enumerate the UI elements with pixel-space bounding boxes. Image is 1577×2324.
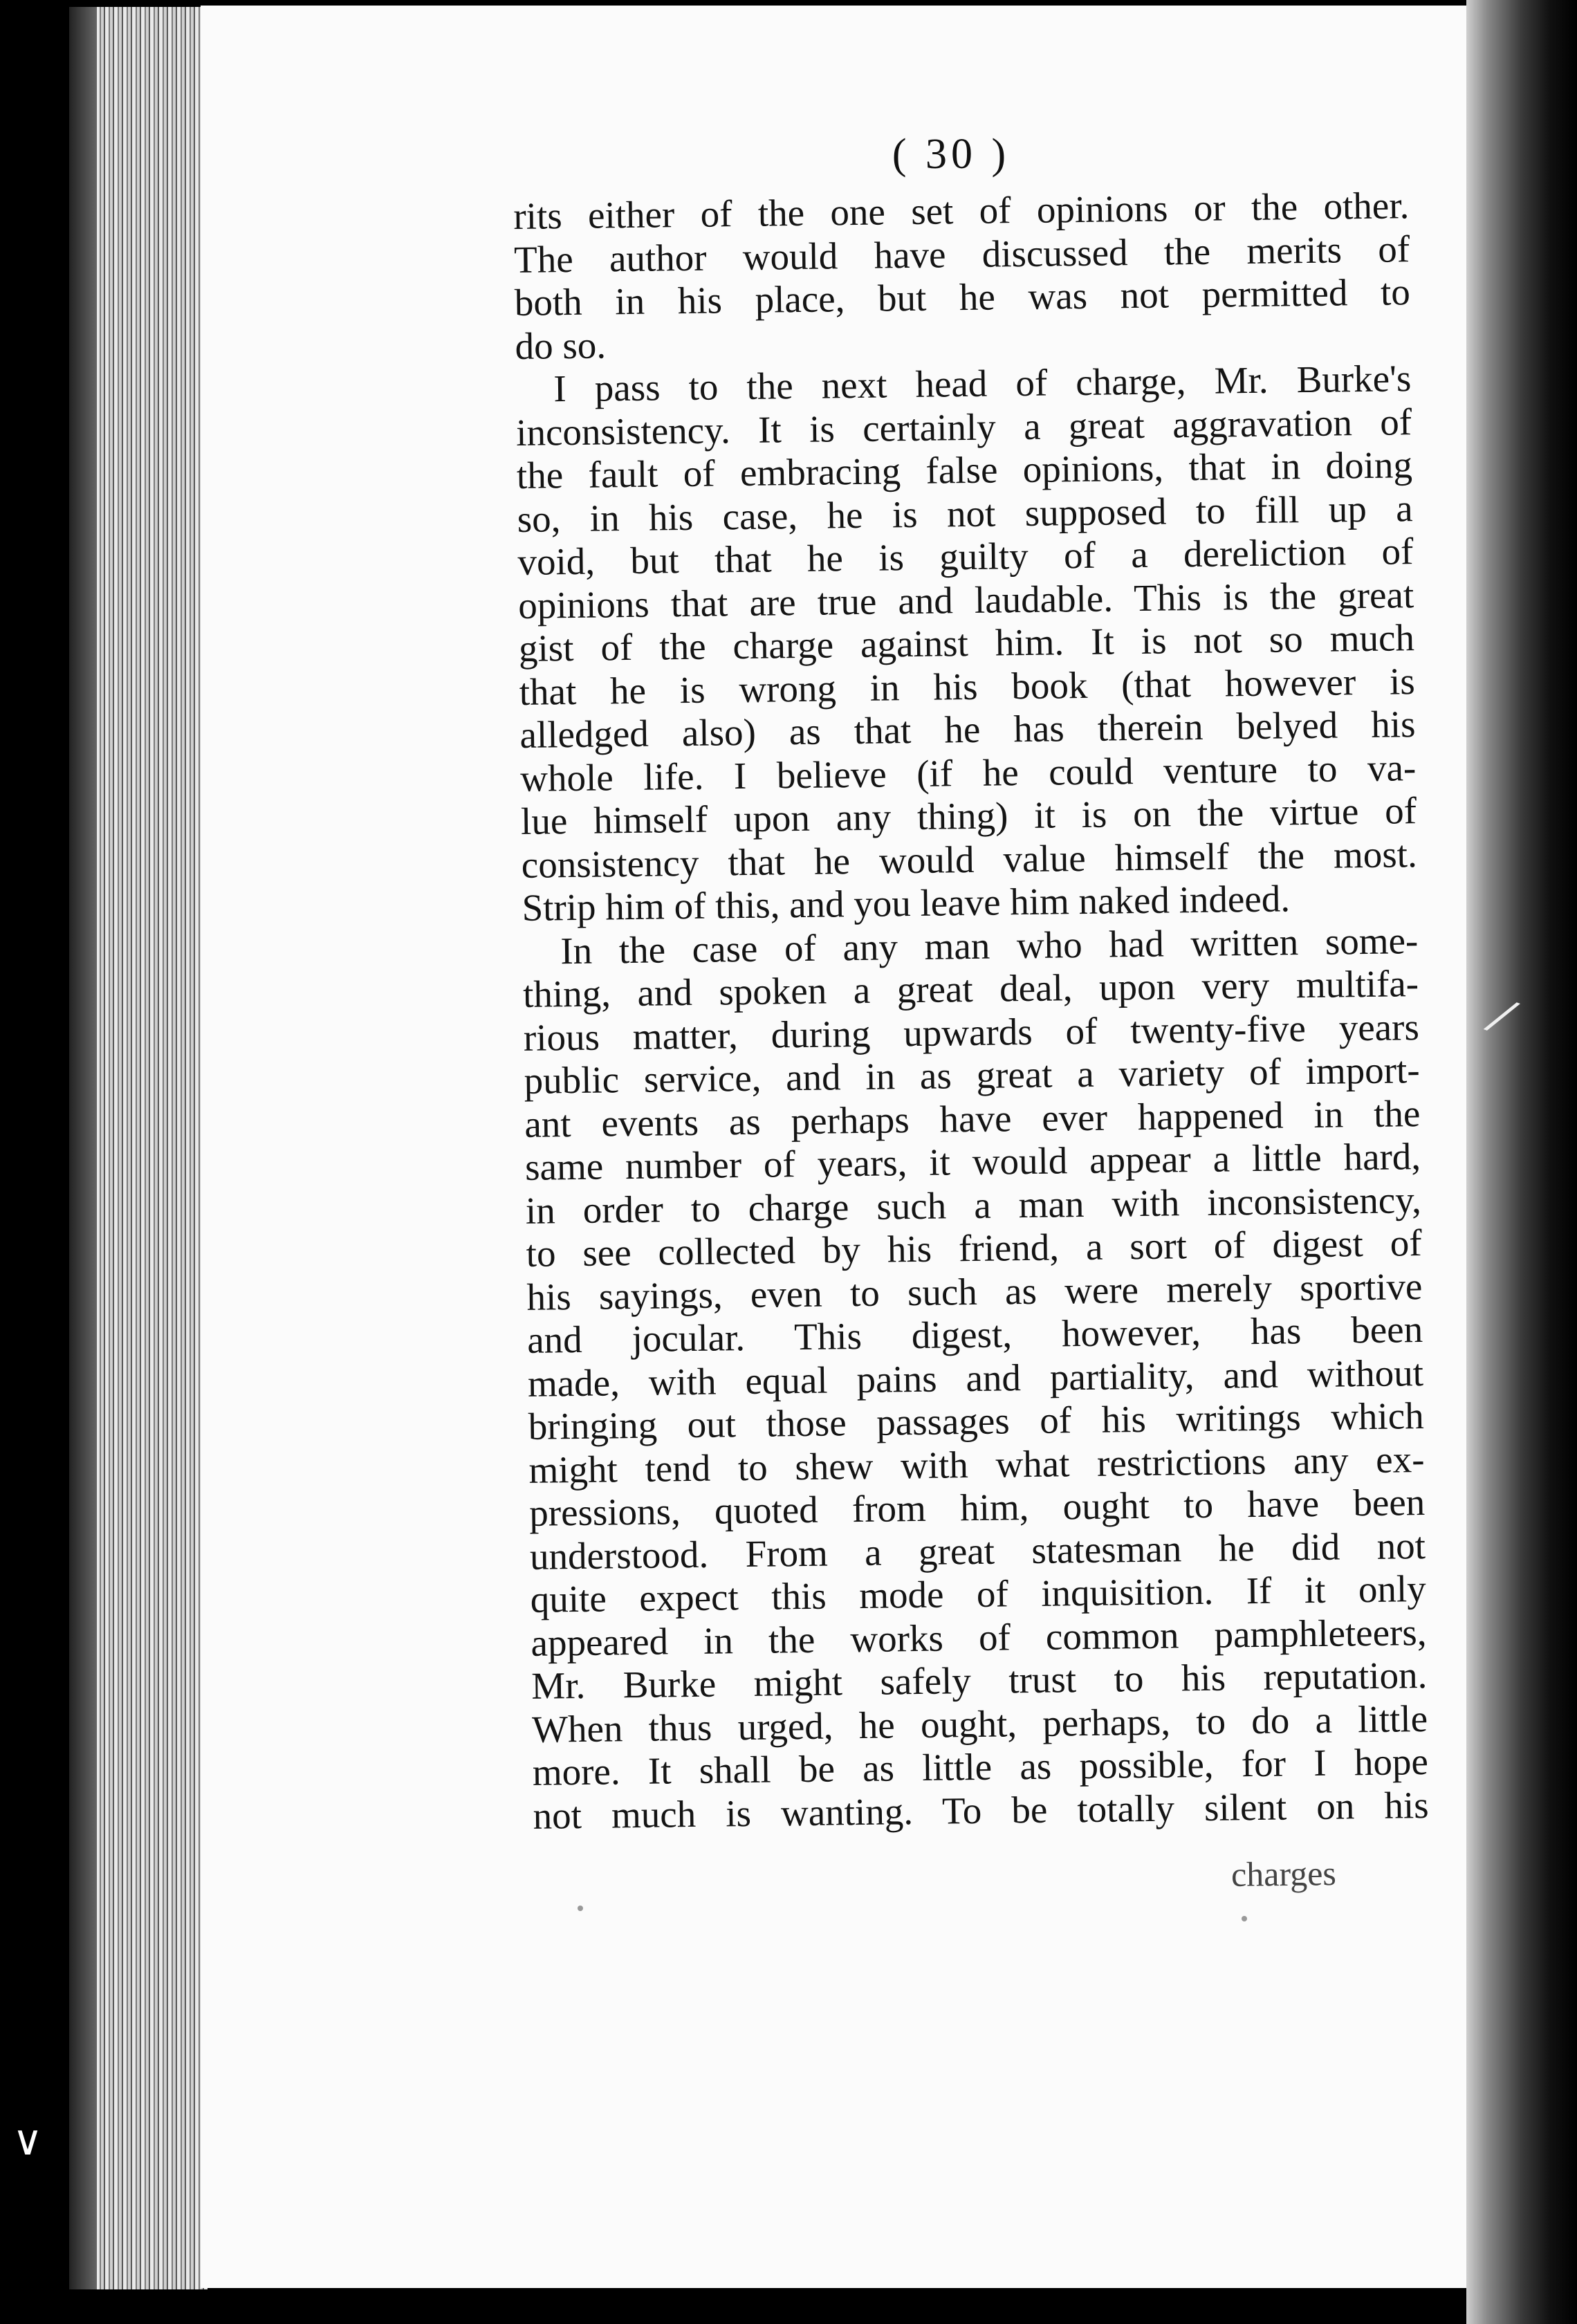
right-page-shadow: [1466, 0, 1577, 2324]
text-line: not much is wanting. To be totally silent on his: [533, 1783, 1429, 1837]
text-line: appeared in the works of common pamphleteers,: [531, 1610, 1427, 1664]
text-line: to see collected by his friend, a sort of digest of: [526, 1221, 1422, 1275]
text-line: gist of the charge against him. It is not so much: [518, 616, 1415, 670]
text-line: might tend to shew with what restrictions any ex-: [528, 1437, 1425, 1491]
text-line: so, in his case, he is not supposed to fill up a: [517, 486, 1413, 540]
text-line: same number of years, it would appear a little hard,: [524, 1135, 1421, 1188]
text-line: thing, and spoken a great deal, upon very multifa-: [522, 962, 1419, 1015]
text-line: inconsistency. It is certainly a great aggravation of: [515, 400, 1412, 454]
scan-artifact-slash-mark: ⁄: [1488, 989, 1515, 1046]
text-line: understood. From a great statesman he did not: [529, 1524, 1426, 1578]
text-line: void, but that he is guilty of a dereliction of: [517, 530, 1414, 583]
text-line: ant events as perhaps have ever happened in the: [524, 1091, 1421, 1145]
text-line: bringing out those passages of his writings which: [528, 1394, 1425, 1448]
text-line: that he is wrong in his book (that however is: [519, 659, 1416, 713]
text-line: both in his place, but he was not permitted to: [514, 270, 1411, 324]
text-line: When thus urged, he ought, perhaps, to do a little: [531, 1697, 1428, 1751]
text-line: alledged also) as that he has therein belyed his: [519, 703, 1416, 756]
text-line: his sayings, even to such as were merely sportive: [526, 1264, 1423, 1318]
text-line: do so.: [515, 323, 607, 367]
catchword: charges: [1230, 1854, 1337, 1894]
text-line: lue himself upon any thing) it is on the virtue of: [520, 789, 1417, 842]
text-line: consistency that he would value himself the most.: [521, 832, 1418, 886]
text-line: whole life. I believe (if he could venture to va-: [519, 746, 1417, 800]
text-line: Mr. Burke might safely trust to his reputation.: [531, 1654, 1428, 1707]
text-line: rious matter, during upwards of twenty-five years: [523, 1005, 1420, 1059]
text-line: more. It shall be as little as possible, for I hope: [532, 1740, 1429, 1793]
text-line: the fault of embracing false opinions, that in doing: [516, 443, 1413, 497]
body-text: [513, 184, 1429, 1838]
ink-speck: [1242, 1916, 1247, 1921]
ink-speck: [578, 1906, 583, 1911]
text-line: I pass to the next head of charge, Mr. Burke's: [553, 357, 1412, 410]
text-line: rits either of the one set of opinions or the other.: [513, 184, 1410, 237]
text-line: Strip him of this, and you leave him naked indeed.: [522, 877, 1291, 929]
text-line: public service, and in as great a variety of import-: [524, 1049, 1420, 1102]
text-line: made, with equal pains and partiality, and without: [527, 1351, 1424, 1405]
page-number: ( 30 ): [892, 131, 1011, 178]
scan-artifact-v-mark: ∨: [12, 2116, 43, 2165]
text-line: in order to charge such a man with inconsistency,: [525, 1178, 1422, 1232]
text-line: opinions that are true and laudable. This is the great: [517, 573, 1414, 627]
text-line: The author would have discussed the merits of: [513, 227, 1410, 281]
book-binding-shadow: [69, 7, 97, 2289]
text-line: In the case of any man who had written some-: [560, 919, 1419, 972]
text-line: and jocular. This digest, however, has been: [526, 1308, 1423, 1361]
text-line: quite expect this mode of inquisition. If it only: [530, 1567, 1427, 1621]
text-line: pressions, quoted from him, ought to have been: [528, 1481, 1426, 1534]
